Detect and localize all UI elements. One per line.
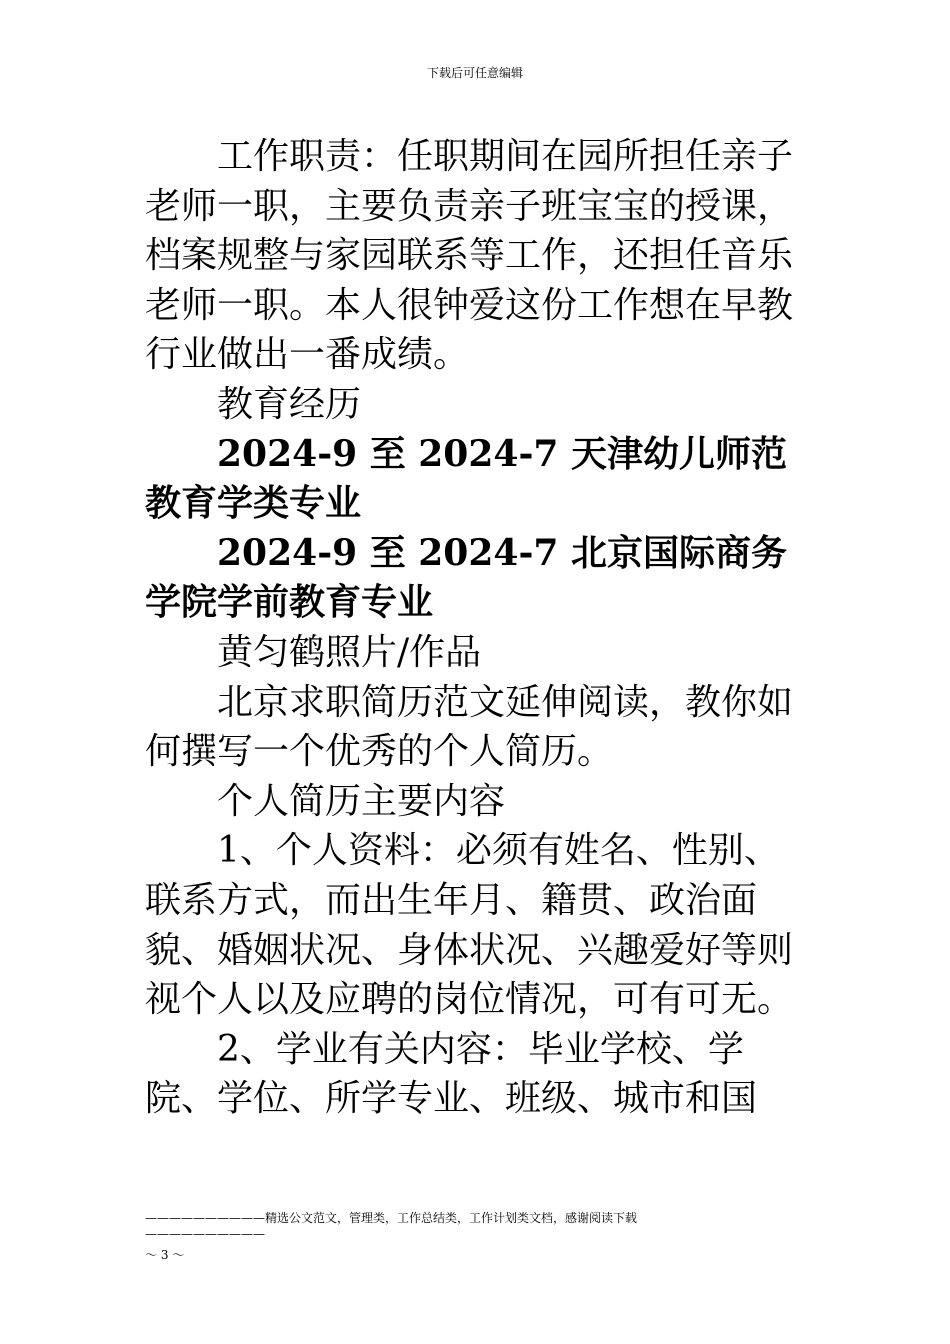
paragraph-education-2: 2024-9 至 2024-7 北京国际商务学院学前教育专业 xyxy=(145,531,787,624)
paragraph-extended-reading: 北京求职简历范文延伸阅读，教你如何撰写一个优秀的个人简历。 xyxy=(145,681,794,773)
paragraph-job-duties: 工作职责：任职期间在园所担任亲子老师一职，主要负责亲子班宝宝的授课，档案规整与家园联系等工作，还担任音乐老师一职。本人很钟爱这份工作想在早教行业做出一番成绩。 xyxy=(145,136,794,376)
footer-note: ——————————精选公文范文，管理类，工作总结类，工作计划类文档，感谢阅读下载—————————— xyxy=(145,1211,638,1241)
paragraph-academic-info: 2、学业有关内容：毕业学校、学院、学位、所学专业、班级、城市和国 xyxy=(145,1028,758,1120)
paragraph-personal-info: 1、个人资料：必须有姓名、性别、联系方式，而出生年月、籍贯、政治面貌、婚姻状况、身体状况、兴趣爱好等则视个人以及应聘的岗位情况，可有可无。 xyxy=(145,830,794,1021)
header-note: 下载后可任意编辑 xyxy=(426,66,523,80)
paragraph-education-1: 2024-9 至 2024-7 天津幼儿师范教育学类专业 xyxy=(145,432,787,525)
heading-resume-contents: 个人简历主要内容 xyxy=(217,780,506,822)
page-number: ～ 3 ～ xyxy=(145,1248,185,1262)
heading-education: 教育经历 xyxy=(217,383,362,425)
paragraph-photo-works: 黄匀鹤照片/作品 xyxy=(217,631,482,673)
document-body xyxy=(145,132,815,1124)
